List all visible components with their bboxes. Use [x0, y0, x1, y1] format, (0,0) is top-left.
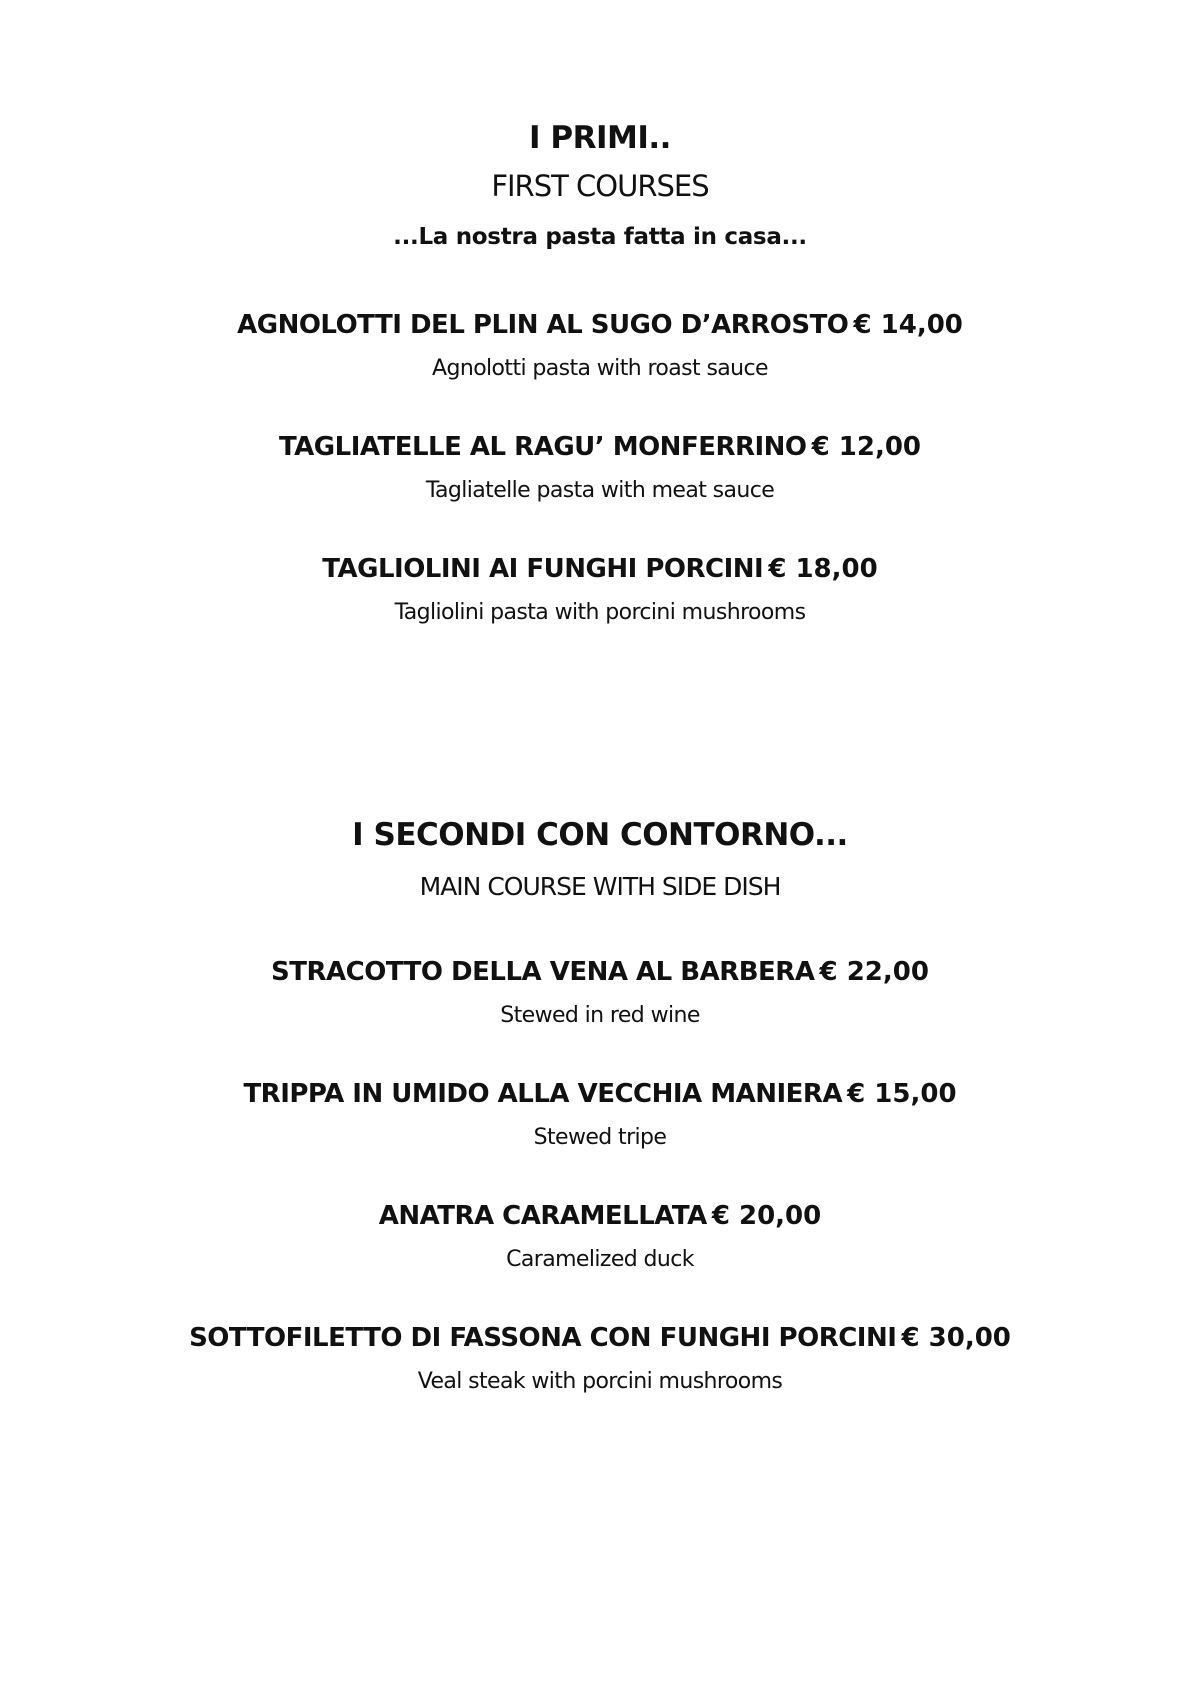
- section-title: I SECONDI CON CONTORNO...: [352, 817, 848, 853]
- section-title: I PRIMI..: [529, 120, 671, 156]
- menu-item-description: Stewed in red wine: [500, 1003, 700, 1028]
- menu-item: [0, 308, 1200, 386]
- menu-item-description: Agnolotti pasta with roast sauce: [432, 356, 768, 381]
- menu-item-price: € 12,00: [811, 432, 922, 462]
- menu-item-name: TAGLIATELLE AL RAGU’ MONFERRINO: [278, 432, 807, 462]
- menu-item-price: € 15,00: [847, 1079, 957, 1109]
- main-courses-list: [0, 955, 1200, 1399]
- menu-item-price: € 14,00: [853, 310, 963, 340]
- menu-item-name: AGNOLOTTI DEL PLIN AL SUGO D’ARROSTO: [237, 310, 849, 340]
- menu-item-price: € 20,00: [711, 1201, 822, 1231]
- menu-item-description: Veal steak with porcini mushrooms: [417, 1369, 783, 1394]
- menu-item-description: Tagliatelle pasta with meat sauce: [425, 478, 775, 503]
- menu-item-heading: [0, 1199, 1200, 1233]
- section-subtitle: MAIN COURSE WITH SIDE DISH: [419, 872, 781, 901]
- main-courses-section: [0, 815, 1200, 1443]
- menu-item-heading: [0, 430, 1200, 464]
- menu-item-heading: [0, 552, 1200, 586]
- menu-item-heading: [0, 308, 1200, 342]
- menu-item-price: € 18,00: [768, 554, 878, 584]
- menu-item-description: Tagliolini pasta with porcini mushrooms: [394, 600, 806, 625]
- menu-item-price: € 30,00: [901, 1323, 1011, 1353]
- menu-item: [0, 955, 1200, 1033]
- menu-item: [0, 552, 1200, 630]
- menu-item-name: STRACOTTO DELLA VENA AL BARBERA: [271, 957, 815, 987]
- menu-item-heading: [0, 1077, 1200, 1111]
- menu-item-heading: [0, 1321, 1200, 1355]
- menu-item-description: Caramelized duck: [506, 1247, 694, 1272]
- section-subtitle: FIRST COURSES: [491, 169, 709, 203]
- menu-item-name: SOTTOFILETTO DI FASSONA CON FUNGHI PORCINI: [189, 1323, 897, 1353]
- menu-item: [0, 1199, 1200, 1277]
- section-tagline: ...La nostra pasta fatta in casa...: [393, 224, 807, 250]
- menu-item: [0, 1321, 1200, 1399]
- menu-item-name: TRIPPA IN UMIDO ALLA VECCHIA MANIERA: [243, 1079, 843, 1109]
- menu-item-price: € 22,00: [819, 957, 929, 987]
- menu-item-heading: [0, 955, 1200, 989]
- menu-item-name: TAGLIOLINI AI FUNGHI PORCINI: [322, 554, 764, 584]
- menu-item-name: ANATRA CARAMELLATA: [378, 1201, 707, 1231]
- menu-item: [0, 1077, 1200, 1155]
- first-courses-section: [0, 118, 1200, 674]
- first-courses-list: [0, 308, 1200, 630]
- menu-item: [0, 430, 1200, 508]
- menu-item-description: Stewed tripe: [533, 1125, 667, 1150]
